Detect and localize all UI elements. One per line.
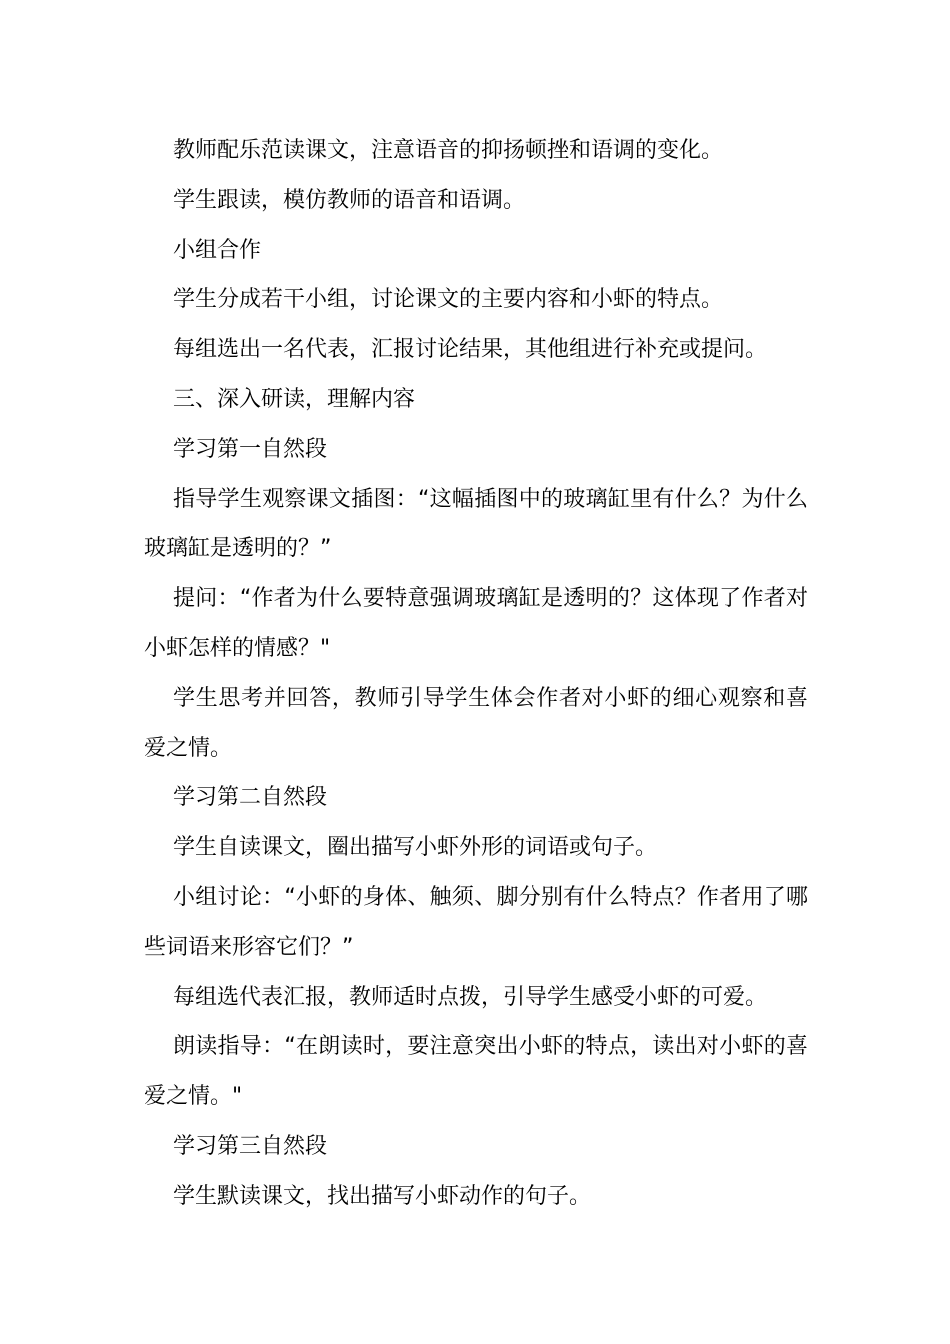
section-subheading: 学习第一自然段: [173, 436, 328, 462]
paragraph: 教师配乐范读课文，注意语音的抑扬顿挫和语调的变化。: [173, 138, 724, 163]
paragraph: 学生思考并回答，教师引导学生体会作者对小虾的细心观察和喜爱之情。: [144, 685, 808, 761]
paragraph: 学生默读课文，找出描写小虾动作的句子。: [173, 1183, 592, 1209]
section-subheading: 学习第三自然段: [173, 1133, 328, 1159]
paragraph: 提问：“作者为什么要特意强调玻璃缸是透明的？这体现了作者对小虾怎样的情感？": [144, 586, 808, 661]
section-subheading: 小组合作: [173, 237, 262, 263]
paragraph: 每组选出一名代表，汇报讨论结果，其他组进行补充或提问。: [173, 337, 768, 363]
paragraph: 每组选代表汇报，教师适时点拨，引导学生感受小虾的可爱。: [173, 984, 768, 1010]
paragraph: 朗读指导：“在朗读时，要注意突出小虾的特点，读出对小虾的喜爱之情。": [144, 1034, 808, 1110]
document-body: [144, 126, 808, 1222]
section-subheading: 学习第二自然段: [173, 785, 328, 811]
section-heading: 三、深入研读，理解内容: [173, 386, 416, 412]
paragraph: 指导学生观察课文插图：“这幅插图中的玻璃缸里有什么？为什么玻璃缸是透明的？”: [144, 486, 808, 562]
paragraph: 小组讨论：“小虾的身体、触须、脚分别有什么特点？作者用了哪些词语来形容它们？”: [144, 884, 808, 960]
paragraph: 学生跟读，模仿教师的语音和语调。: [173, 187, 526, 213]
paragraph: 学生分成若干小组，讨论课文的主要内容和小虾的特点。: [173, 287, 724, 313]
paragraph: 学生自读课文，圈出描写小虾外形的词语或句子。: [173, 835, 658, 861]
